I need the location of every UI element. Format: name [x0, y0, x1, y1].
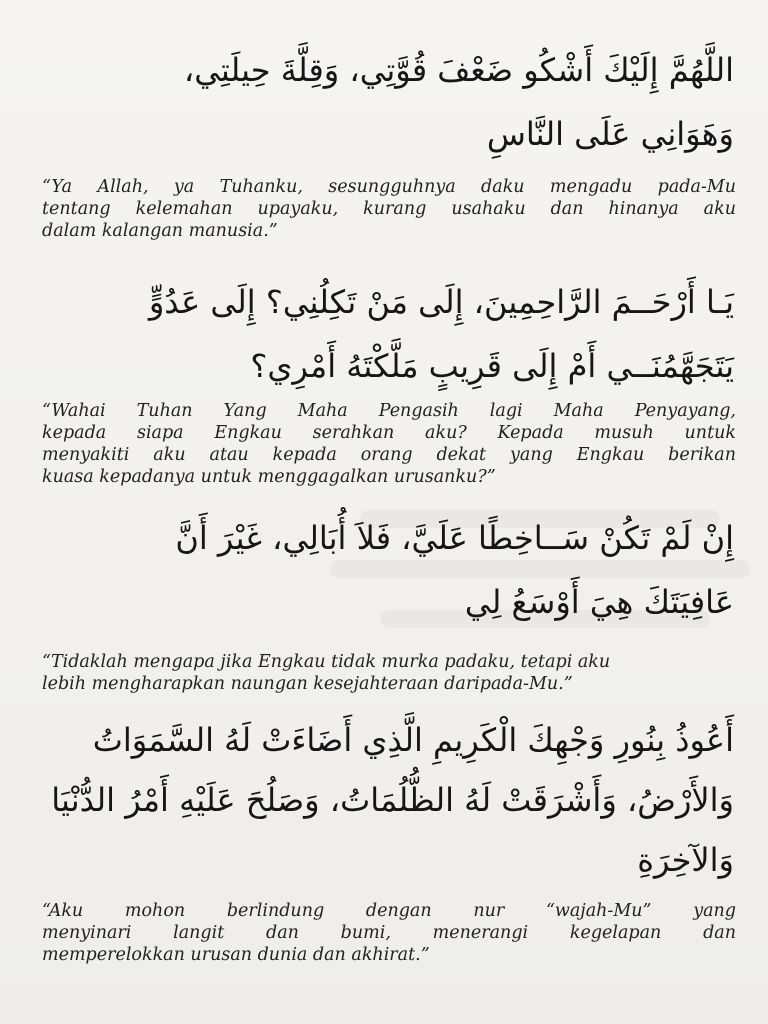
translation-line: dalam kalangan manusia.”	[42, 221, 278, 241]
translation-line: “Tidaklah mengapa jika Engkau tidak murka padaku, tetapi aku	[42, 652, 611, 672]
translation-line: tentang kelemahan upayaku, kurang usahaku dan hinanya aku	[42, 199, 736, 219]
arabic-verse-2	[24, 270, 734, 398]
arabic-verse-4	[24, 710, 734, 890]
translation-line: kepada siapa Engkau serahkan aku? Kepada musuh untuk	[42, 423, 736, 443]
translation-line: “Aku mohon berlindung dengan nur “wajah-Mu” yang	[42, 901, 736, 921]
arabic-line: وَالأَرْضُ، وَأَشْرَقَتْ لَهُ الظُّلُمَاتُ، وَصَلُحَ عَلَيْهِ أَمْرُ الدُّنْيَا	[51, 781, 734, 819]
translation-line: menyinari langit dan bumi, menerangi kegelapan dan	[42, 923, 736, 943]
arabic-line: وَالآخِرَةِ	[637, 841, 734, 879]
translation-line: memperelokkan urusan dunia dan akhirat.”	[42, 945, 430, 965]
arabic-line: اللَّهُمَّ إِلَيْكَ أَشْكُو ضَعْفَ قُوَّتِي، وَقِلَّةَ حِيلَتِي،	[183, 51, 734, 89]
translation-line: “Ya Allah, ya Tuhanku, sesungguhnya daku mengadu pada-Mu	[42, 177, 736, 197]
translation-line: kuasa kepadanya untuk menggagalkan urusanku?”	[42, 467, 496, 487]
translation-line: “Wahai Tuhan Yang Maha Pengasih lagi Maha Penyayang,	[42, 401, 736, 421]
arabic-verse-3	[24, 506, 734, 634]
arabic-line: إِنْ لَمْ تَكُنْ سَــاخِطًا عَلَيَّ، فَلاَ أُبَالِي، غَيْرَ أَنَّ	[175, 519, 734, 557]
arabic-line: عَافِيَتَكَ هِيَ أَوْسَعُ لِي	[464, 583, 734, 621]
translation-line: menyakiti aku atau kepada orang dekat yang Engkau berikan	[42, 445, 736, 465]
translation-line: lebih mengharapkan naungan kesejahteraan daripada-Mu.”	[42, 674, 573, 694]
translation-3	[42, 651, 736, 695]
arabic-line: يَـا أَرْحَــمَ الرَّاحِمِينَ، إِلَى مَنْ تَكِلُنِي؟ إِلَى عَدُوٍّ	[148, 283, 734, 321]
arabic-line: وَهَوَانِي عَلَى النَّاسِ	[486, 115, 734, 153]
arabic-line: أَعُوذُ بِنُورِ وَجْهِكَ الْكَرِيمِ الَّذِي أَضَاءَتْ لَهُ السَّمَوَاتُ	[92, 721, 734, 759]
translation-2	[42, 400, 736, 488]
translation-4	[42, 900, 736, 966]
translation-1	[42, 176, 736, 242]
arabic-line: يَتَجَهَّمُنَــي أَمْ إِلَى قَرِيبٍ مَلَّكْتَهُ أَمْرِي؟	[250, 347, 734, 385]
arabic-verse-1	[24, 38, 734, 166]
